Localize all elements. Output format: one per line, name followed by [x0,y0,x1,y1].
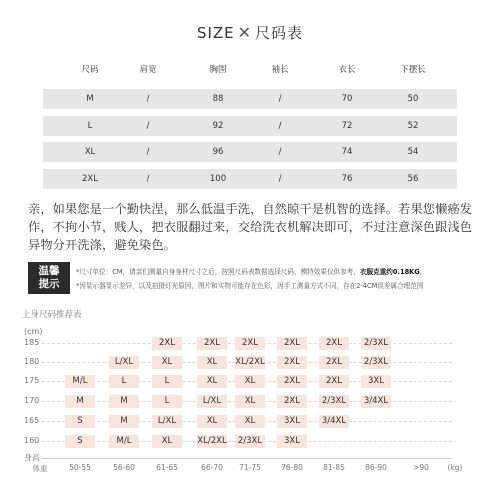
size-recommendation-cell: XL [197,356,227,369]
size-recommendation-cell: 2XL [277,356,307,369]
size-table-cell: 92 [212,121,224,131]
size-recommendation-cell: XL [235,415,265,428]
size-table-cell: / [278,147,282,157]
size-recommendation-cell: 2XL [277,337,307,350]
x-tick-label: 71-75 [239,463,261,472]
size-recommendation-cell: 3XL [361,375,391,388]
size-table-cell: 96 [212,147,224,157]
size-recommendation-cell: M [65,395,95,408]
size-recommendation-cell: 3/4XL [319,415,349,428]
size-table-cell: M [86,94,94,104]
size-table-cell: 74 [341,147,353,157]
size-recommendation-cell: XL [152,356,182,369]
size-recommendation-cell: L [152,375,182,388]
size-table-cell: L [87,121,93,131]
size-table-header-cell: 尺码 [81,65,99,75]
care-instructions: 亲，如果您是一个勤快涅，那么低温手洗，自然晾干是机智的选择。若果您懒癌发作，不拘小节，贱人，把衣服翻过来，交给洗衣机解决即可，不过注意深色跟浅色异物分开洗涤，避免染色。 [28,202,473,252]
x-tick-label: 50-55 [69,463,91,472]
size-recommendation-cell: L [109,375,139,388]
size-table-cell: / [146,94,150,104]
size-table-cell: 76 [341,174,353,184]
x-tick-label: 76-80 [281,463,303,472]
size-table-cell: 88 [212,94,224,104]
y-tick-label: 165 [24,416,40,425]
size-recommendation-cell: L [152,395,182,408]
size-table-cell: 56 [407,174,419,184]
tip-text: 。 [419,268,427,276]
size-recommendation-cell: 2XL [277,395,307,408]
x-tick-label: 81-85 [323,463,345,472]
size-recommendation-cell: XL/2XL [235,357,265,367]
size-recommendation-cell: 2XL [277,375,307,388]
size-recommendation-cell: 2/3XL [235,435,265,448]
size-recommendation-cell: M/L [109,435,139,448]
size-recommendation-cell: L/XL [109,356,139,369]
y-tick-label: 175 [24,376,40,385]
x-axis-line [42,458,452,459]
size-table-cell: / [278,121,282,131]
size-table-cell: 72 [341,121,353,131]
size-recommendation-cell: M [109,415,139,428]
size-recommendation-cell: XL/2XL [197,436,227,446]
size-recommendation-cell: XL [235,375,265,388]
tip-badge-line: 温馨 [38,265,60,277]
size-recommendation-cell: 2XL [319,337,349,350]
y-axis-name: 身高 [24,453,40,462]
size-recommendation-cell: XL [197,415,227,428]
x-unit-label: (kg) [447,463,463,472]
x-tick-label: 86-90 [365,463,387,472]
title-size: SIZE [196,24,235,42]
x-tick-label: 56-60 [113,463,135,472]
x-tick-label: 66-70 [201,463,223,472]
tip-line-2: *因显示器显示差异，以及拍摄灯光原因，图片和实物可能存在色彩，因手工测量方式不同，存在2-4CM误差属合理范围 [76,282,424,290]
size-table-header-cell: 袖长 [271,65,289,75]
size-recommendation-cell: 2XL [319,356,349,369]
y-unit-label: (cm) [24,327,43,336]
size-table-cell: 52 [407,121,419,131]
size-table-header-cell: 胸围 [209,65,227,75]
size-table-cell: / [278,174,282,184]
size-table-cell: 100 [209,174,227,184]
x-axis-name: 体重 [32,464,48,473]
size-table-cell: 2XL [82,174,98,184]
size-recommendation-cell: XL [235,395,265,408]
size-recommendation-cell: S [65,415,95,428]
size-table-header-cell: 下摆长 [400,65,426,75]
size-recommendation-cell: M [109,395,139,408]
x-tick-label: 61-65 [156,463,178,472]
size-recommendation-cell: XL [152,435,182,448]
size-recommendation-cell: S [65,435,95,448]
y-tick-label: 170 [24,396,40,405]
size-table-cell: 70 [341,94,353,104]
size-recommendation-cell: XL [197,375,227,388]
size-recommendation-cell: 3XL [277,415,307,428]
size-recommendation-cell: 2XL [152,337,182,350]
size-table-cell: / [146,174,150,184]
size-recommendation-cell: 2/3XL [319,395,349,408]
y-tick-label: 160 [24,436,40,445]
size-table-cell: 50 [407,94,419,104]
size-recommendation-cell: L/XL [152,415,182,428]
size-table-cell: / [146,121,150,131]
tip-badge-line: 提示 [38,278,60,290]
size-recommendation-cell: M/L [65,375,95,388]
size-recommendation-cell: 2XL [235,337,265,350]
size-recommendation-cell: 3XL [277,435,307,448]
size-recommendation-cell: 3/4XL [361,395,391,408]
y-tick-label: 180 [24,357,40,366]
size-table-cell: / [146,147,150,157]
y-tick-label: 185 [24,338,40,347]
size-recommendation-cell: 2/3XL [361,337,391,350]
recommend-title: 上身尺码推荐表 [22,310,82,320]
size-recommendation-cell: L/XL [197,395,227,408]
tip-text: *尺寸单位：CM，请亲们测量自身身材尺寸之后，按照尺码表数据选择尺码，模特效果仅供参考， [76,268,360,276]
size-table-cell: / [278,94,282,104]
size-recommendation-cell: 2XL [319,375,349,388]
size-table-header-cell: 肩宽 [139,65,157,75]
tip-weight: 衣服克重约0.18KG [359,268,420,276]
size-recommendation-cell: 2/3XL [361,356,391,369]
x-tick-label: >90 [413,463,429,472]
title-chart: 尺码表 [255,24,304,42]
close-icon: ✕ [237,23,253,42]
size-recommendation-cell: 2XL [197,337,227,350]
size-table-header-cell: 衣长 [338,65,356,75]
size-table-cell: 54 [407,147,419,157]
size-table-cell: XL [84,147,96,157]
